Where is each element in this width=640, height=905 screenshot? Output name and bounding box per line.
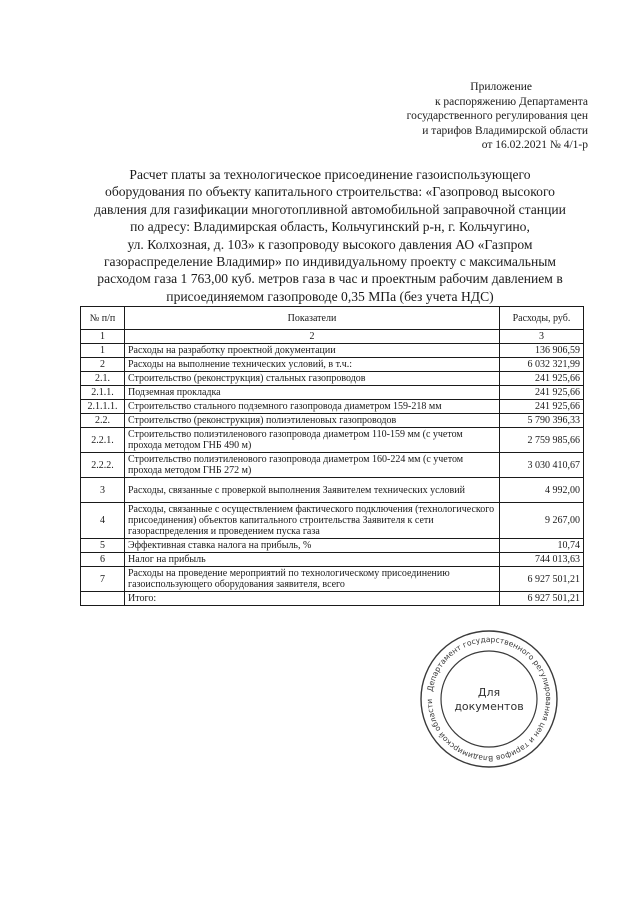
table-row xyxy=(81,358,584,372)
row-number: 2 xyxy=(81,358,125,372)
row-label: Расходы на выполнение технических условий, в т.ч.: xyxy=(125,358,500,372)
stamp-inner-ring xyxy=(441,651,537,747)
appendix-line: государственного регулирования цен xyxy=(406,110,588,122)
title-line: по адресу: Владимирская область, Кольчугинский р-н, г. Кольчугино, xyxy=(130,219,530,235)
row-number: 3 xyxy=(81,478,125,503)
row-label: Расходы на разработку проектной документации xyxy=(125,344,500,358)
row-number: 2.2. xyxy=(81,414,125,428)
row-value: 2 759 985,66 xyxy=(500,428,584,453)
stamp-center-line: Для xyxy=(477,686,501,699)
document-title xyxy=(80,166,580,305)
row-number: 6 xyxy=(81,553,125,567)
row-value: 10,74 xyxy=(500,539,584,553)
row-number: 2.2.2. xyxy=(81,453,125,478)
row-value: 5 790 396,33 xyxy=(500,414,584,428)
row-number: 2.2.1. xyxy=(81,428,125,453)
table-header-row xyxy=(81,307,584,330)
column-number: 2 xyxy=(125,330,500,344)
row-label: Строительство полиэтиленового газопровода диаметром 160-224 мм (с учетом прохода методом ГНБ 272 м) xyxy=(125,453,500,478)
row-label: Строительство стального подземного газопровода диаметром 159-218 мм xyxy=(125,400,500,414)
table-row xyxy=(81,344,584,358)
table-row xyxy=(81,372,584,386)
row-value: 9 267,00 xyxy=(500,503,584,539)
column-numbers-row xyxy=(81,330,584,344)
table-row xyxy=(81,414,584,428)
row-number: 2.1.1. xyxy=(81,386,125,400)
row-label: Строительство (реконструкция) стальных газопроводов xyxy=(125,372,500,386)
row-number: 2.1.1.1. xyxy=(81,400,125,414)
official-stamp xyxy=(418,628,560,770)
total-row xyxy=(81,592,584,606)
row-value: 4 992,00 xyxy=(500,478,584,503)
total-empty-cell xyxy=(81,592,125,606)
row-label: Строительство (реконструкция) полиэтиленовых газопроводов xyxy=(125,414,500,428)
table-row xyxy=(81,478,584,503)
table-row xyxy=(81,400,584,414)
total-label: Итого: xyxy=(125,592,500,606)
row-number: 5 xyxy=(81,539,125,553)
title-line: оборудования по объекту капитального строительства: «Газопровод высокого xyxy=(105,184,555,200)
row-value: 744 013,63 xyxy=(500,553,584,567)
table-row xyxy=(81,428,584,453)
stamp-center-line: документов xyxy=(454,700,524,713)
table-row xyxy=(81,553,584,567)
total-value: 6 927 501,21 xyxy=(500,592,584,606)
title-line: газораспределение Владимир» по индивидуальному проекту с максимальным xyxy=(103,254,557,270)
table-row xyxy=(81,453,584,478)
table-row xyxy=(81,539,584,553)
appendix-line: Приложение xyxy=(470,81,532,93)
title-line: Расчет платы за технологическое присоединение газоиспользующего xyxy=(129,167,531,182)
column-number: 3 xyxy=(500,330,584,344)
table-row xyxy=(81,503,584,539)
appendix-line: к распоряжению Департамента xyxy=(434,95,588,108)
title-line: расходом газа 1 763,00 куб. метров газа в час и проектным рабочим давлением в xyxy=(97,271,563,287)
row-label: Строительство полиэтиленового газопровода диаметром 110-159 мм (с учетом прохода методом ГНБ 490 м) xyxy=(125,428,500,453)
row-value: 241 925,66 xyxy=(500,400,584,414)
row-value: 241 925,66 xyxy=(500,372,584,386)
header-expenses: Расходы, руб. xyxy=(500,307,584,330)
row-value: 3 030 410,67 xyxy=(500,453,584,478)
appendix-line: и тарифов Владимирской области xyxy=(422,124,588,137)
appendix-line: от 16.02.2021 № 4/1-р xyxy=(481,139,588,151)
row-label: Налог на прибыль xyxy=(125,553,500,567)
header-indicators: Показатели xyxy=(125,307,500,330)
row-label: Эффективная ставка налога на прибыль, % xyxy=(125,539,500,553)
row-value: 241 925,66 xyxy=(500,386,584,400)
calculation-table xyxy=(80,306,584,606)
title-line: давления для газификации многотопливной автомобильной заправочной станции xyxy=(94,201,566,217)
row-label: Расходы, связанные с осуществлением фактического подключения (технологического присоединения) объектов капитального строительства Заявителя к сети газораспределения и проведением пуска газа xyxy=(125,503,500,539)
row-number: 4 xyxy=(81,503,125,539)
title-line: присоединяемом газопроводе 0,35 МПа (без учета НДС) xyxy=(166,288,494,304)
row-number: 7 xyxy=(81,567,125,592)
table-row xyxy=(81,386,584,400)
title-line: ул. Колхозная, д. 103» к газопроводу высокого давления АО «Газпром xyxy=(127,236,533,252)
table-row xyxy=(81,567,584,592)
row-value: 6 927 501,21 xyxy=(500,567,584,592)
row-label: Расходы на проведение мероприятий по технологическому присоединению газоиспользующего оборудования заявителя, всего xyxy=(125,567,500,592)
row-label: Подземная прокладка xyxy=(125,386,500,400)
column-number: 1 xyxy=(81,330,125,344)
row-label: Расходы, связанные с проверкой выполнения Заявителем технических условий xyxy=(125,478,500,503)
row-value: 6 032 321,99 xyxy=(500,358,584,372)
stamp-ring-text: Департамент государственного регулирования цен и тарифов Владимирской области xyxy=(424,634,554,764)
row-number: 1 xyxy=(81,344,125,358)
row-value: 136 906,59 xyxy=(500,344,584,358)
row-number: 2.1. xyxy=(81,372,125,386)
header-number: № п/п xyxy=(81,307,125,330)
appendix-block xyxy=(338,80,588,153)
